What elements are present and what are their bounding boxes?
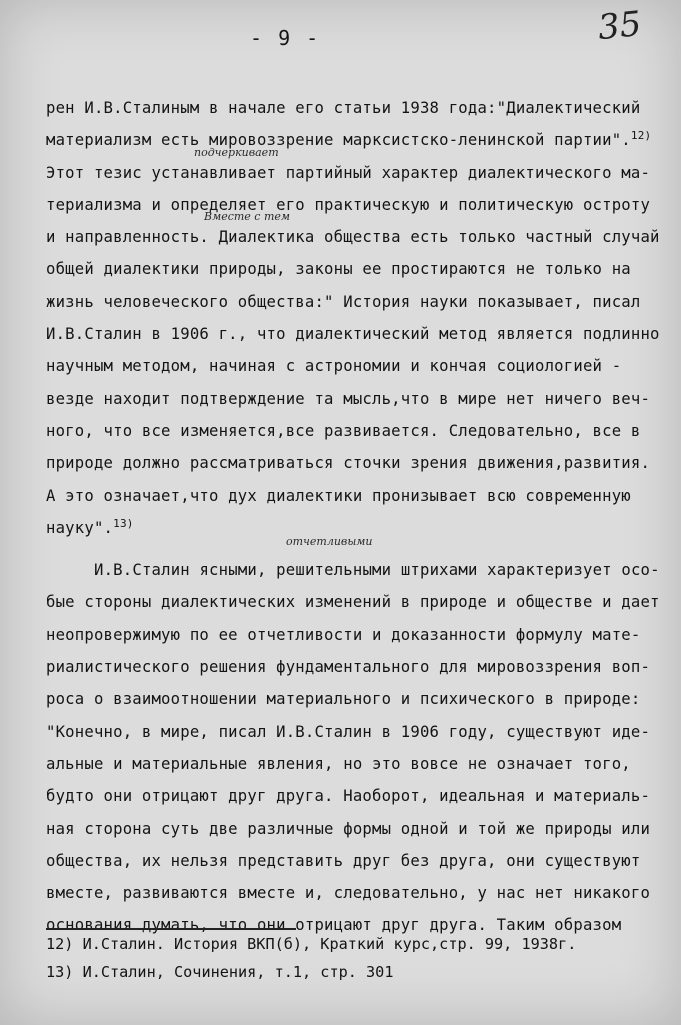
text-line: вместе, развиваются вместе и, следовательно, у нас нет никакого bbox=[46, 884, 651, 903]
text-line: ная сторона суть две различные формы одной и той же природы или bbox=[46, 819, 651, 838]
text-line: риалистического решения фундаментального для мировоззрения воп- bbox=[46, 658, 651, 677]
text-line: общества, их нельзя представить друг без друга, они существуют bbox=[46, 851, 641, 870]
text-line: бые стороны диалектических изменений в природе и обществе и дает bbox=[46, 593, 660, 612]
text-line: науку".$^{13)}$ bbox=[46, 516, 134, 537]
footnote: 12) И.Сталин. История ВКП(б), Краткий курс,стр. 99, 1938г. bbox=[46, 935, 577, 953]
text-line: неопровержимую по ее отчетливости и доказанности формулу мате- bbox=[46, 625, 641, 644]
text-line: материализм есть мировоззрение марксистско-ленинской партии".$^{12)}$ bbox=[46, 129, 652, 150]
text-line: Этот тезис устанавливает партийный характер диалектического ма- bbox=[46, 163, 651, 182]
text-line: "Конечно, в мире, писал И.В.Сталин в 1906 году, существуют иде- bbox=[46, 722, 651, 741]
text-line: А это означает,что дух диалектики пронизывает всю современную bbox=[46, 486, 631, 505]
text-line: И.В.Сталин в 1906 г., что диалектический метод является подлинно bbox=[46, 325, 660, 344]
text-line: основания думать, что они отрицают друг друга. Таким образом bbox=[46, 916, 622, 935]
page-number: - 9 - bbox=[250, 26, 321, 50]
text-line: И.В.Сталин ясными, решительными штрихами характеризует осо- bbox=[94, 561, 660, 580]
text-line: рен И.В.Сталиным в начале его статьи 1938 года:"Диалектический bbox=[46, 99, 641, 117]
footnotes bbox=[46, 930, 676, 986]
text-line: и направленность. Диалектика общества есть только частный случай bbox=[46, 228, 660, 247]
text-line: роса о взаимоотношении материального и психического в природе: bbox=[46, 690, 641, 709]
footnote-ref: 13) bbox=[113, 516, 134, 530]
text-line: ного, что все изменяется,все развивается. Следовательно, все в bbox=[46, 421, 641, 440]
text-line: жизнь человеческого общества:" История науки показывает, писал bbox=[46, 292, 641, 311]
text-line: будто они отрицают друг друга. Наоборот, идеальная и материаль- bbox=[46, 787, 651, 806]
text-line: общей диалектики природы, законы ее простираются не только на bbox=[46, 260, 631, 279]
handwritten-archive-number: 35 bbox=[596, 3, 644, 49]
footnote-ref: 12) bbox=[630, 129, 652, 143]
handwritten-insert: подчеркивает bbox=[194, 146, 279, 159]
handwritten-insert: Вместе с тем bbox=[204, 210, 291, 223]
text-line: териализма и определяет его практическую и политическую остроту bbox=[46, 195, 651, 214]
footnote: 13) И.Сталин, Сочинения, т.1, стр. 301 bbox=[46, 963, 394, 981]
text-line: везде находит подтверждение та мысль,что в мире нет ничего веч- bbox=[46, 389, 651, 408]
handwritten-insert: отчетливыми bbox=[286, 535, 373, 548]
text-line: альные и материальные явления, но это вовсе не означает того, bbox=[46, 754, 631, 773]
body-text bbox=[46, 92, 676, 942]
text-line: научным методом, начиная с астрономии и кончая социологией - bbox=[46, 357, 622, 376]
text-line: природе должно рассматриваться сточки зрения движения,развития. bbox=[46, 454, 651, 473]
